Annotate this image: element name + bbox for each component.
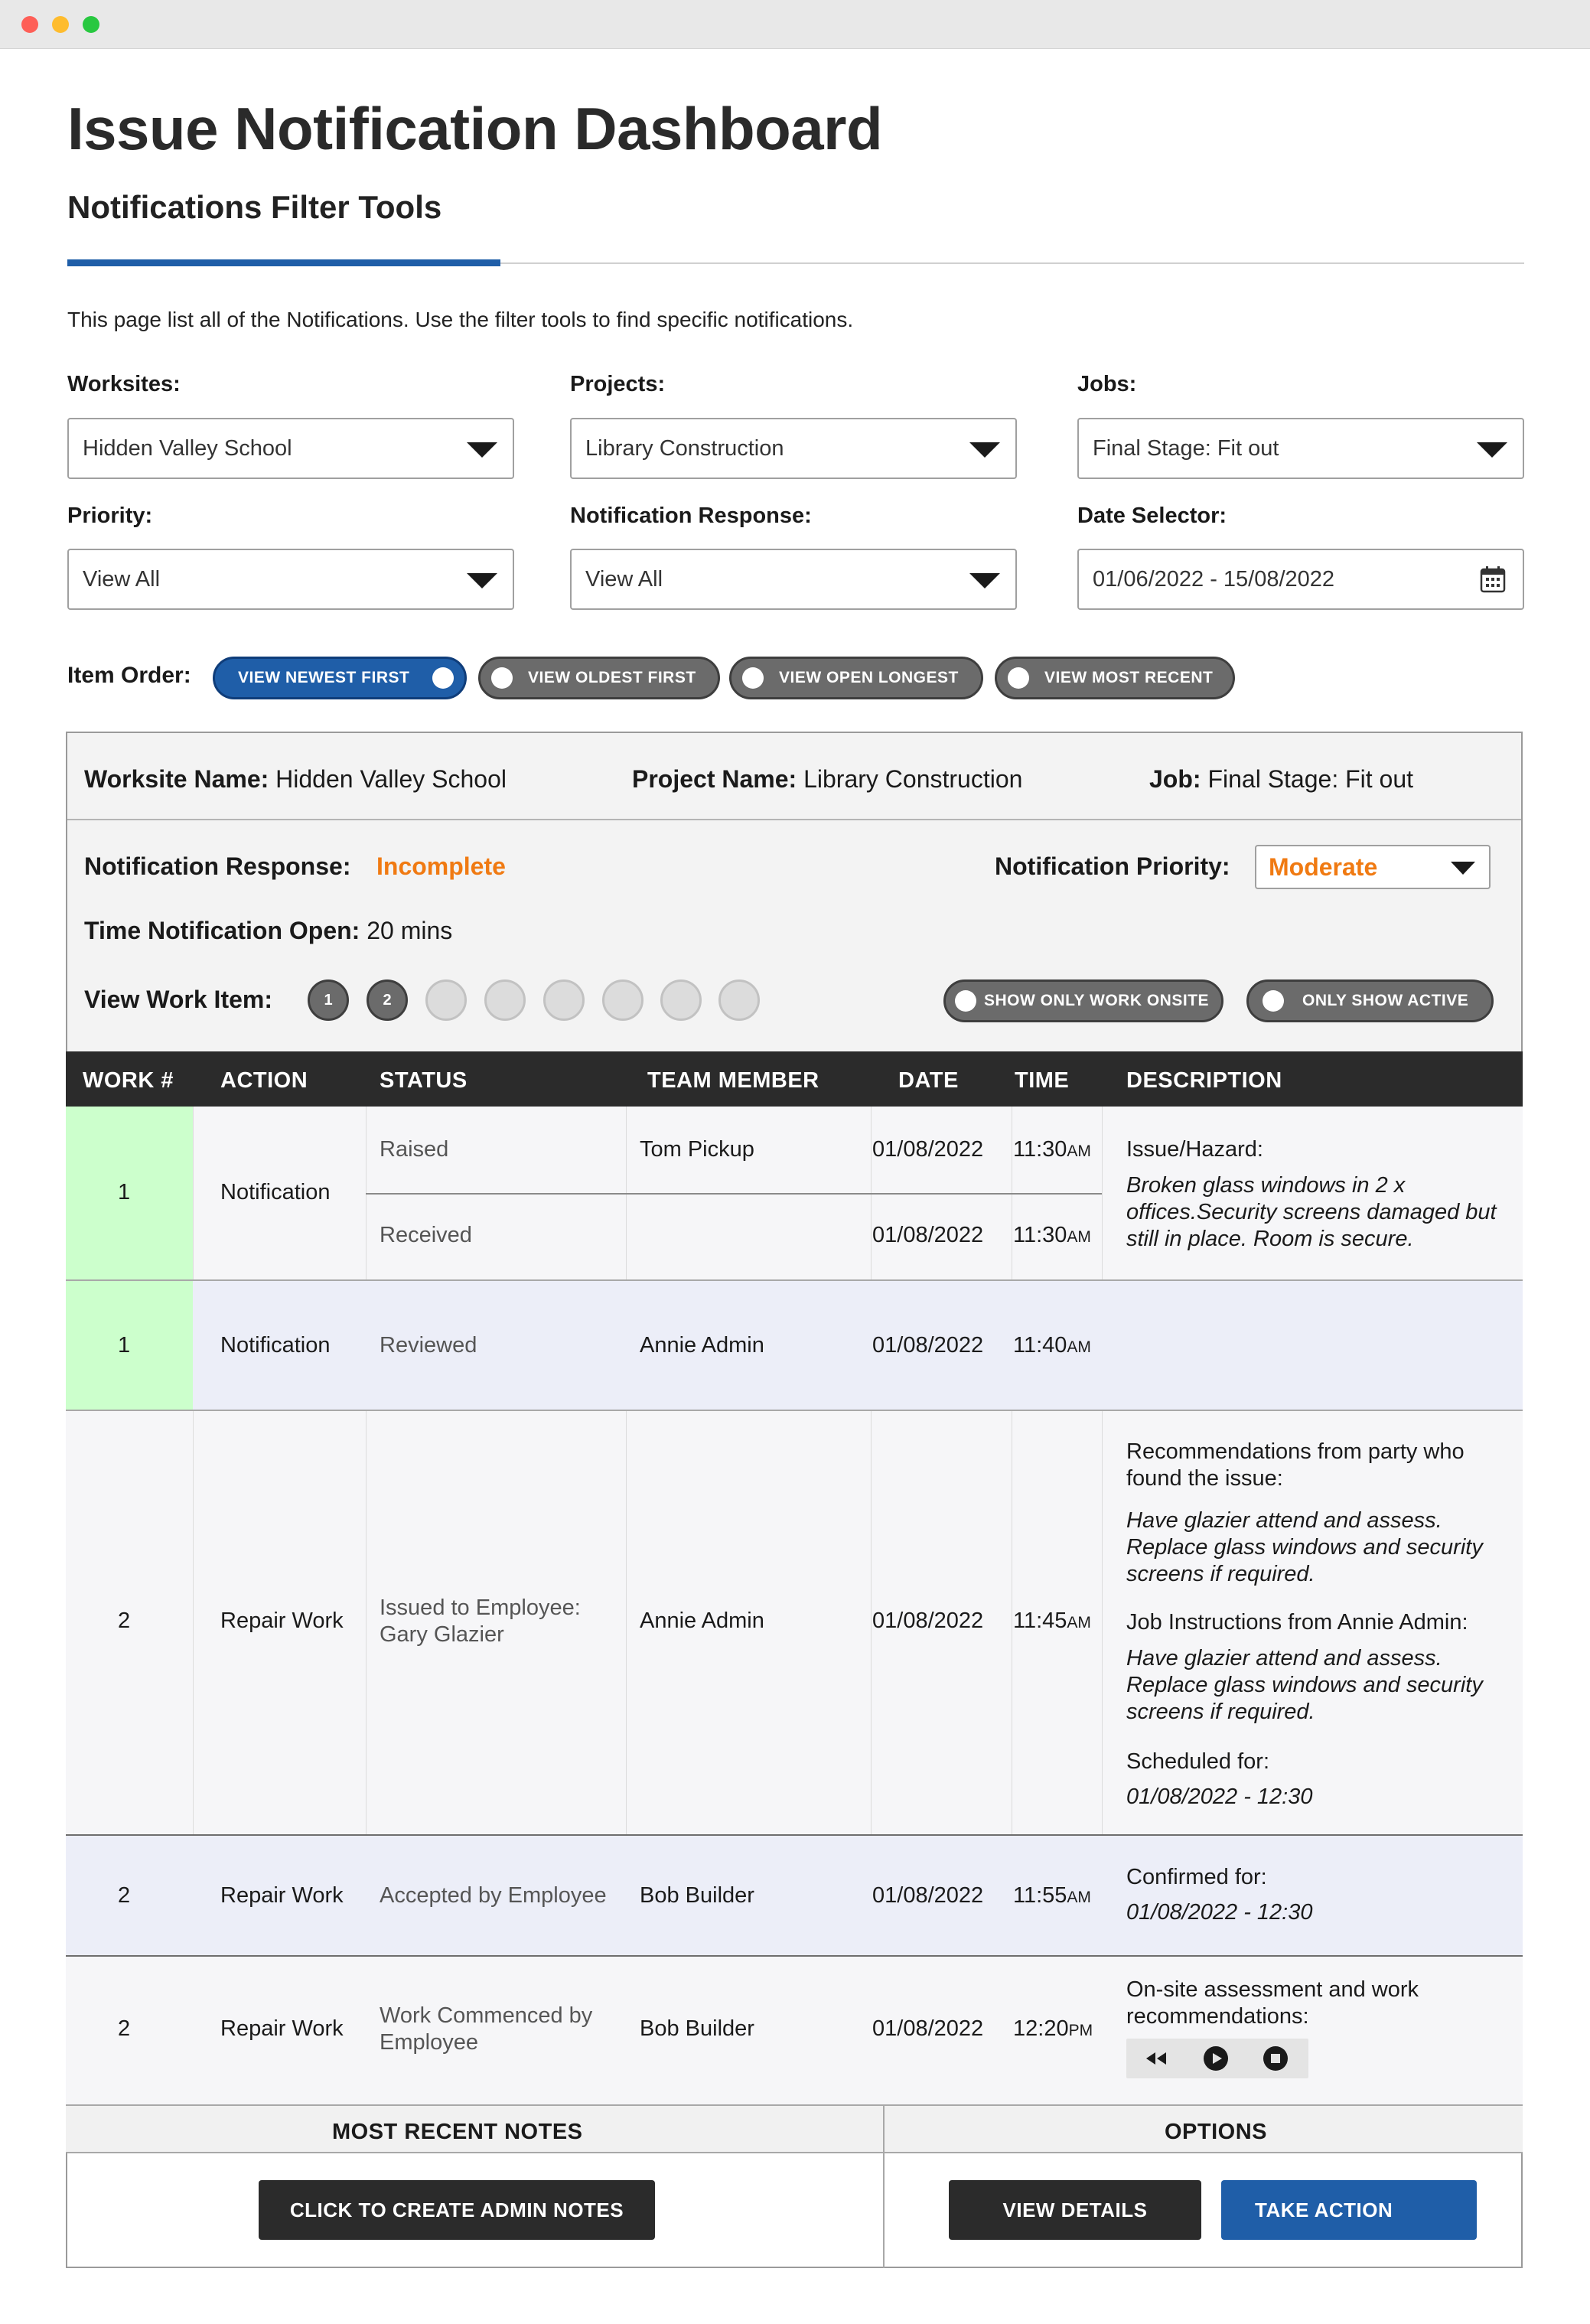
jobs-label: Jobs: bbox=[1077, 372, 1137, 396]
date: 01/08/2022 bbox=[872, 2016, 984, 2041]
toggle-knob bbox=[955, 990, 976, 1012]
col-team-member: TEAM MEMBER bbox=[647, 1068, 819, 1093]
date: 01/08/2022 bbox=[872, 1137, 984, 1162]
table-row[interactable] bbox=[66, 1107, 1523, 1279]
chevron-down-icon bbox=[467, 442, 497, 458]
chevron-down-icon bbox=[1451, 862, 1475, 875]
play-icon[interactable] bbox=[1203, 2045, 1229, 2071]
view-most-recent-label: VIEW MOST RECENT bbox=[1044, 669, 1214, 686]
col-description: DESCRIPTION bbox=[1126, 1068, 1282, 1093]
work-number: 1 bbox=[118, 1180, 131, 1204]
toggle-knob bbox=[491, 667, 513, 689]
table-header bbox=[66, 1051, 1523, 1107]
projects-select[interactable] bbox=[570, 418, 1017, 479]
table-row[interactable] bbox=[66, 1955, 1523, 2104]
show-only-work-onsite-toggle[interactable] bbox=[943, 979, 1223, 1022]
date: 01/08/2022 bbox=[872, 1333, 984, 1358]
status: Reviewed bbox=[380, 1333, 477, 1358]
footer-divider bbox=[883, 2104, 885, 2268]
response-label: Notification Response: bbox=[570, 504, 812, 528]
col-action: ACTION bbox=[220, 1068, 308, 1093]
priority-label: Priority: bbox=[67, 504, 153, 528]
team-member: Bob Builder bbox=[640, 1883, 754, 1908]
action: Repair Work bbox=[220, 2016, 344, 2041]
action: Repair Work bbox=[220, 1883, 344, 1908]
status: Raised bbox=[380, 1137, 449, 1162]
work-number: 2 bbox=[118, 2016, 131, 2041]
jobs-select[interactable] bbox=[1077, 418, 1524, 479]
rewind-icon[interactable] bbox=[1143, 2049, 1169, 2068]
work-number: 2 bbox=[118, 1609, 131, 1633]
toggle-knob bbox=[432, 667, 454, 689]
notification-response-label: Notification Response: bbox=[84, 852, 351, 880]
page-title: Issue Notification Dashboard bbox=[67, 95, 883, 162]
time-open-label: Time Notification Open: bbox=[84, 917, 360, 944]
section-underline bbox=[67, 259, 500, 266]
chevron-down-icon bbox=[467, 573, 497, 588]
calendar-icon[interactable] bbox=[1480, 566, 1506, 593]
action: Notification bbox=[220, 1333, 331, 1358]
confirmed-value: 01/08/2022 - 12:30 bbox=[1126, 1900, 1313, 1925]
scheduled-value: 01/08/2022 - 12:30 bbox=[1126, 1785, 1313, 1809]
priority-value: View All bbox=[83, 566, 161, 592]
window-titlebar bbox=[0, 0, 1590, 49]
projects-value: Library Construction bbox=[585, 435, 784, 461]
view-most-recent-toggle[interactable] bbox=[995, 657, 1235, 699]
take-action-button[interactable]: TAKE ACTION bbox=[1221, 2180, 1477, 2240]
only-show-active-toggle[interactable] bbox=[1246, 979, 1494, 1022]
table-row[interactable] bbox=[66, 1410, 1523, 1834]
col-date: DATE bbox=[898, 1068, 959, 1093]
worksites-value: Hidden Valley School bbox=[83, 435, 292, 461]
work-item-8-button[interactable] bbox=[718, 979, 760, 1021]
view-oldest-first-toggle[interactable] bbox=[478, 657, 720, 699]
recommendations-label: Recommendations from party who found the issue: bbox=[1126, 1439, 1465, 1491]
response-select[interactable] bbox=[570, 549, 1017, 610]
intro-text: This page list all of the Notifications. Use the filter tools to find specific notifications. bbox=[67, 308, 854, 331]
toggle-knob bbox=[742, 667, 764, 689]
worksites-select[interactable] bbox=[67, 418, 514, 479]
team-member: Annie Admin bbox=[640, 1609, 764, 1633]
chevron-down-icon bbox=[969, 442, 1000, 458]
stop-icon[interactable] bbox=[1263, 2045, 1289, 2071]
view-newest-first-toggle[interactable] bbox=[213, 657, 467, 699]
time: 11:40AM bbox=[1013, 1333, 1091, 1358]
job-instructions-text: Have glazier attend and assess. Replace glass windows and security screens if required. bbox=[1126, 1646, 1483, 1724]
work-number: 2 bbox=[118, 1883, 131, 1908]
work-item-4-button[interactable] bbox=[484, 979, 526, 1021]
table-row[interactable] bbox=[66, 1279, 1523, 1410]
notification-response-value: Incomplete bbox=[376, 852, 506, 880]
job-summary: Job: Final Stage: Fit out bbox=[1149, 765, 1414, 793]
minimize-window-button[interactable] bbox=[52, 16, 69, 33]
status: Accepted by Employee bbox=[380, 1883, 607, 1908]
team-member: Annie Admin bbox=[640, 1333, 764, 1358]
table-row[interactable] bbox=[66, 1834, 1523, 1955]
response-value: View All bbox=[585, 566, 663, 592]
time: 11:45AM bbox=[1013, 1609, 1091, 1633]
section-divider bbox=[500, 262, 1524, 264]
status: Work Commenced by Employee bbox=[380, 2003, 593, 2055]
team-member: Tom Pickup bbox=[640, 1137, 754, 1162]
work-item-6-button[interactable] bbox=[602, 979, 643, 1021]
toggle-knob bbox=[1008, 667, 1029, 689]
priority-select[interactable] bbox=[67, 549, 514, 610]
job-instructions-label: Job Instructions from Annie Admin: bbox=[1126, 1610, 1468, 1635]
notification-priority-label: Notification Priority: bbox=[995, 852, 1230, 880]
description-text: Broken glass windows in 2 x offices.Security screens damaged but still in place. Room is secure. bbox=[1126, 1173, 1497, 1251]
date: 01/08/2022 bbox=[872, 1883, 984, 1908]
item-order-label: Item Order: bbox=[67, 663, 191, 688]
chevron-down-icon bbox=[969, 573, 1000, 588]
options-heading: OPTIONS bbox=[1165, 2120, 1268, 2144]
audio-player bbox=[1126, 2039, 1308, 2078]
work-item-5-button[interactable] bbox=[543, 979, 585, 1021]
confirmed-label: Confirmed for: bbox=[1126, 1865, 1267, 1889]
summary-row bbox=[67, 733, 1521, 820]
toggle-knob bbox=[1263, 990, 1284, 1012]
action: Repair Work bbox=[220, 1609, 344, 1633]
view-oldest-first-label: VIEW OLDEST FIRST bbox=[528, 669, 696, 686]
action: Notification bbox=[220, 1180, 331, 1204]
work-item-3-button[interactable] bbox=[425, 979, 467, 1021]
notification-priority-value: Moderate bbox=[1269, 852, 1378, 881]
work-item-2-button[interactable]: 2 bbox=[367, 979, 408, 1021]
team-member: Bob Builder bbox=[640, 2016, 754, 2041]
col-status: STATUS bbox=[380, 1068, 468, 1093]
filter-section-title: Notifications Filter Tools bbox=[67, 189, 442, 225]
time: 11:30AM bbox=[1013, 1137, 1091, 1162]
col-work-number: WORK # bbox=[83, 1068, 174, 1093]
create-admin-notes-button[interactable]: CLICK TO CREATE ADMIN NOTES bbox=[259, 2180, 655, 2240]
date-label: Date Selector: bbox=[1077, 504, 1227, 528]
time: 12:20PM bbox=[1013, 2016, 1093, 2041]
date-input[interactable] bbox=[1077, 549, 1524, 610]
onsite-assessment-label: On-site assessment and work recommendations: bbox=[1126, 1977, 1419, 2029]
view-details-button[interactable]: VIEW DETAILS bbox=[949, 2180, 1201, 2240]
scheduled-label: Scheduled for: bbox=[1126, 1749, 1270, 1774]
view-open-longest-label: VIEW OPEN LONGEST bbox=[779, 669, 959, 686]
description-label: Issue/Hazard: bbox=[1126, 1137, 1263, 1162]
close-window-button[interactable] bbox=[21, 16, 38, 33]
worksite-summary: Worksite Name: Hidden Valley School bbox=[84, 765, 507, 793]
col-time: TIME bbox=[1015, 1068, 1070, 1093]
notification-priority-select[interactable] bbox=[1255, 845, 1491, 889]
status: Received bbox=[380, 1223, 472, 1247]
date-value: 01/06/2022 - 15/08/2022 bbox=[1093, 566, 1335, 592]
time-open-value: 20 mins bbox=[367, 917, 453, 944]
recommendations-text: Have glazier attend and assess. Replace glass windows and security screens if required. bbox=[1126, 1508, 1483, 1586]
chevron-down-icon bbox=[1477, 442, 1507, 458]
view-work-item-label: View Work Item: bbox=[84, 986, 272, 1013]
time: 11:30AM bbox=[1013, 1223, 1091, 1247]
view-open-longest-toggle[interactable] bbox=[729, 657, 983, 699]
status: Issued to Employee: Gary Glazier bbox=[380, 1596, 581, 1647]
work-number: 1 bbox=[118, 1333, 131, 1358]
most-recent-notes-heading: MOST RECENT NOTES bbox=[332, 2120, 583, 2144]
time: 11:55AM bbox=[1013, 1883, 1091, 1908]
footer-header bbox=[66, 2104, 1523, 2153]
only-show-active-label: ONLY SHOW ACTIVE bbox=[1302, 992, 1469, 1009]
date: 01/08/2022 bbox=[872, 1223, 984, 1247]
date: 01/08/2022 bbox=[872, 1609, 984, 1633]
show-only-work-onsite-label: SHOW ONLY WORK ONSITE bbox=[984, 992, 1210, 1009]
work-item-1-button[interactable]: 1 bbox=[308, 979, 349, 1021]
view-newest-first-label: VIEW NEWEST FIRST bbox=[238, 669, 410, 686]
work-item-7-button[interactable] bbox=[660, 979, 702, 1021]
jobs-value: Final Stage: Fit out bbox=[1093, 435, 1279, 461]
project-summary: Project Name: Library Construction bbox=[632, 765, 1023, 793]
projects-label: Projects: bbox=[570, 372, 666, 396]
time-open bbox=[84, 917, 452, 945]
maximize-window-button[interactable] bbox=[83, 16, 99, 33]
worksites-label: Worksites: bbox=[67, 372, 181, 396]
